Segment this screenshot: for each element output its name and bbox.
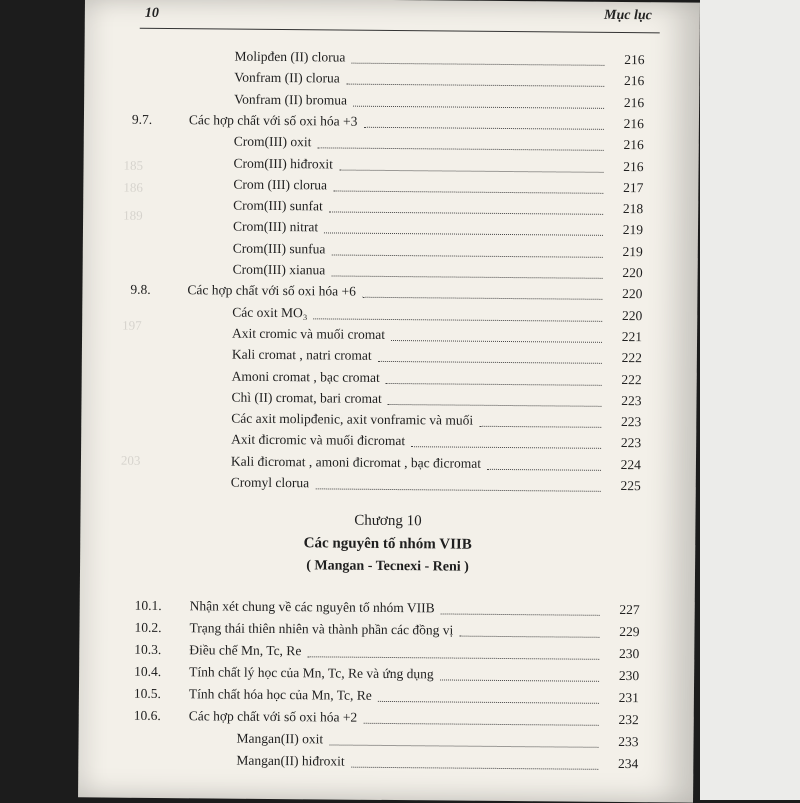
toc-entry-number: 10.2. (134, 619, 162, 636)
toc-entry-page: 219 (622, 243, 643, 259)
bleed-through: 189 (123, 207, 143, 223)
chapter-label: Chương 10 (354, 512, 422, 530)
dot-leader (351, 767, 598, 770)
dot-leader (364, 127, 604, 130)
toc-entry-page: 220 (622, 265, 643, 281)
toc-entry-title: Mangan(II) oxit (236, 730, 324, 747)
toc-entry-page: 230 (618, 646, 640, 662)
dot-leader (388, 404, 602, 407)
toc-entry-number: 10.3. (134, 641, 162, 658)
dot-leader (459, 636, 599, 638)
toc-entry-page: 221 (621, 328, 643, 345)
toc-entry-page: 216 (623, 73, 645, 89)
dot-leader (329, 744, 598, 747)
toc-entry-page: 216 (623, 137, 644, 153)
dot-leader (317, 148, 603, 151)
dot-leader (333, 190, 603, 193)
toc-entry (79, 683, 694, 708)
toc-entry-page: 231 (618, 690, 639, 706)
dot-leader (352, 63, 605, 66)
toc-entry-page: 234 (618, 755, 639, 772)
dot-leader (378, 701, 599, 704)
toc-entry-title: Crom(III) xianua (232, 261, 326, 278)
toc-entry-number: 10.1. (134, 597, 162, 614)
toc-entry-page: 225 (620, 478, 641, 494)
toc-entry-title: Chì (II) cromat, bari cromat (231, 389, 382, 406)
book-page (78, 0, 700, 803)
toc-entry-title: Kali đicromat , amoni đicromat , bạc đicromat (230, 453, 482, 471)
toc-entry (80, 595, 695, 620)
bleed-through: 203 (120, 452, 141, 468)
toc-entry-page: 232 (618, 711, 639, 728)
dot-leader (332, 254, 603, 257)
dot-leader (386, 382, 602, 385)
toc-entry-title: Trạng thái thiên nhiên và thành phần các đồng vị (189, 620, 454, 638)
toc-entry-page: 218 (622, 201, 644, 217)
toc-entry-title: Điều chế Mn, Tc, Re (189, 642, 302, 659)
dot-leader (346, 84, 604, 87)
toc-entry (78, 749, 693, 774)
toc-entry-title: Kali cromat , natri cromat (231, 346, 372, 364)
dot-leader (378, 361, 602, 364)
dot-leader (314, 318, 603, 322)
dot-leader (440, 679, 599, 681)
toc-entry-page: 229 (619, 624, 640, 640)
toc-entry-title: Crom(III) oxit (233, 133, 312, 150)
toc-entry-title: Các hợp chất với số oxi hóa +6 (187, 282, 357, 299)
toc-entry (78, 727, 693, 752)
dot-leader (315, 488, 600, 491)
toc-entry-page: 222 (621, 371, 642, 387)
dot-leader (487, 469, 601, 471)
dot-leader (363, 723, 598, 726)
toc-entry-title: Nhận xét chung về các nguyên tố nhóm VIIB (189, 598, 435, 616)
toc-entry-page: 223 (620, 435, 642, 451)
toc-entry-page: 233 (618, 733, 639, 750)
toc-entry-title: Amoni cromat , bạc cromat (231, 368, 380, 385)
toc-entry-title: Molipđen (II) clorua (234, 48, 346, 65)
toc-entry (79, 639, 694, 664)
dot-leader (411, 447, 601, 450)
toc-entry-title: Tính chất lý học của Mn, Tc, Re và ứng dụng (189, 664, 434, 682)
toc-entry (79, 705, 694, 730)
dot-leader (391, 340, 602, 343)
toc-entry-page: 217 (623, 179, 644, 195)
toc-entry-number: 10.4. (134, 663, 162, 680)
toc-entry-page: 216 (623, 94, 645, 110)
toc-entry-title: Crom(III) sunfat (233, 197, 323, 214)
toc-entry-page: 223 (621, 414, 642, 430)
toc-entry-title: Crom(III) sunfua (232, 240, 326, 257)
running-header-title: Mục lục (603, 7, 652, 24)
page-number: 10 (144, 5, 159, 21)
dot-leader (339, 169, 603, 172)
toc-entry-page: 220 (621, 307, 643, 323)
toc-entry-title: Các axit molipđenic, axit vonframic và muối (231, 410, 474, 428)
toc-entry-page: 224 (620, 456, 642, 472)
dot-leader (324, 233, 603, 236)
toc-entry-page: 220 (622, 286, 643, 302)
toc-entry-title: Vonfram (II) bromua (234, 91, 348, 108)
chapter-title: Các nguyên tố nhóm VIIB (303, 535, 472, 553)
toc-entry-title: Các hợp chất với số oxi hóa +3 (188, 112, 358, 129)
toc-entry-title: Các hợp chất với số oxi hóa +2 (188, 708, 358, 725)
dot-leader (362, 297, 602, 300)
toc-entry-number: 10.5. (133, 685, 162, 702)
dot-leader (329, 212, 603, 215)
toc-entry (79, 617, 694, 642)
toc-entry-title: Các oxit MO₃ (232, 304, 308, 320)
toc-entry-number: 9.7. (131, 111, 153, 127)
toc-entry-number: 9.8. (130, 282, 151, 298)
dot-leader (307, 656, 599, 660)
toc-entry-page: 216 (623, 158, 644, 174)
dot-leader (479, 426, 601, 428)
bleed-through: 186 (123, 179, 143, 195)
toc-entry-page: 227 (619, 602, 640, 618)
toc-entry (81, 471, 696, 496)
dot-leader (441, 613, 600, 615)
toc-entry-title: Cromyl clorua (230, 474, 310, 491)
toc-entry-number: 10.6. (133, 707, 161, 724)
toc-entry-title: Tính chất hóa học của Mn, Tc, Re (188, 686, 372, 703)
toc-entry-page: 216 (623, 115, 644, 132)
adjacent-page (700, 0, 800, 800)
toc-entry-title: Crom (III) clorua (233, 176, 328, 193)
toc-entry-title: Vonfram (II) clorua (234, 69, 340, 86)
toc-entry-page: 230 (618, 668, 640, 684)
dot-leader (331, 275, 602, 278)
chapter-subtitle: ( Mangan - Tecnexi - Reni ) (306, 558, 469, 575)
header-rule (140, 28, 660, 34)
toc-entry-title: Axit cromic và muối cromat (232, 325, 386, 342)
toc-entry-page: 222 (621, 350, 642, 366)
toc-entry-page: 223 (621, 392, 642, 408)
toc-entry-title: Crom(III) hiđroxit (233, 155, 333, 171)
toc-entry-title: Mangan(II) hiđroxit (236, 752, 345, 769)
bleed-through: 197 (122, 317, 142, 333)
dot-leader (353, 105, 604, 108)
bleed-through: 185 (123, 157, 144, 173)
toc-entry-page: 216 (624, 52, 645, 68)
toc-entry-title: Axit đicromic và muối đicromat (231, 431, 406, 449)
toc-entry-title: Crom(III) nitrat (232, 219, 319, 235)
toc-entry-page: 219 (622, 222, 644, 238)
toc-entry (79, 661, 694, 686)
